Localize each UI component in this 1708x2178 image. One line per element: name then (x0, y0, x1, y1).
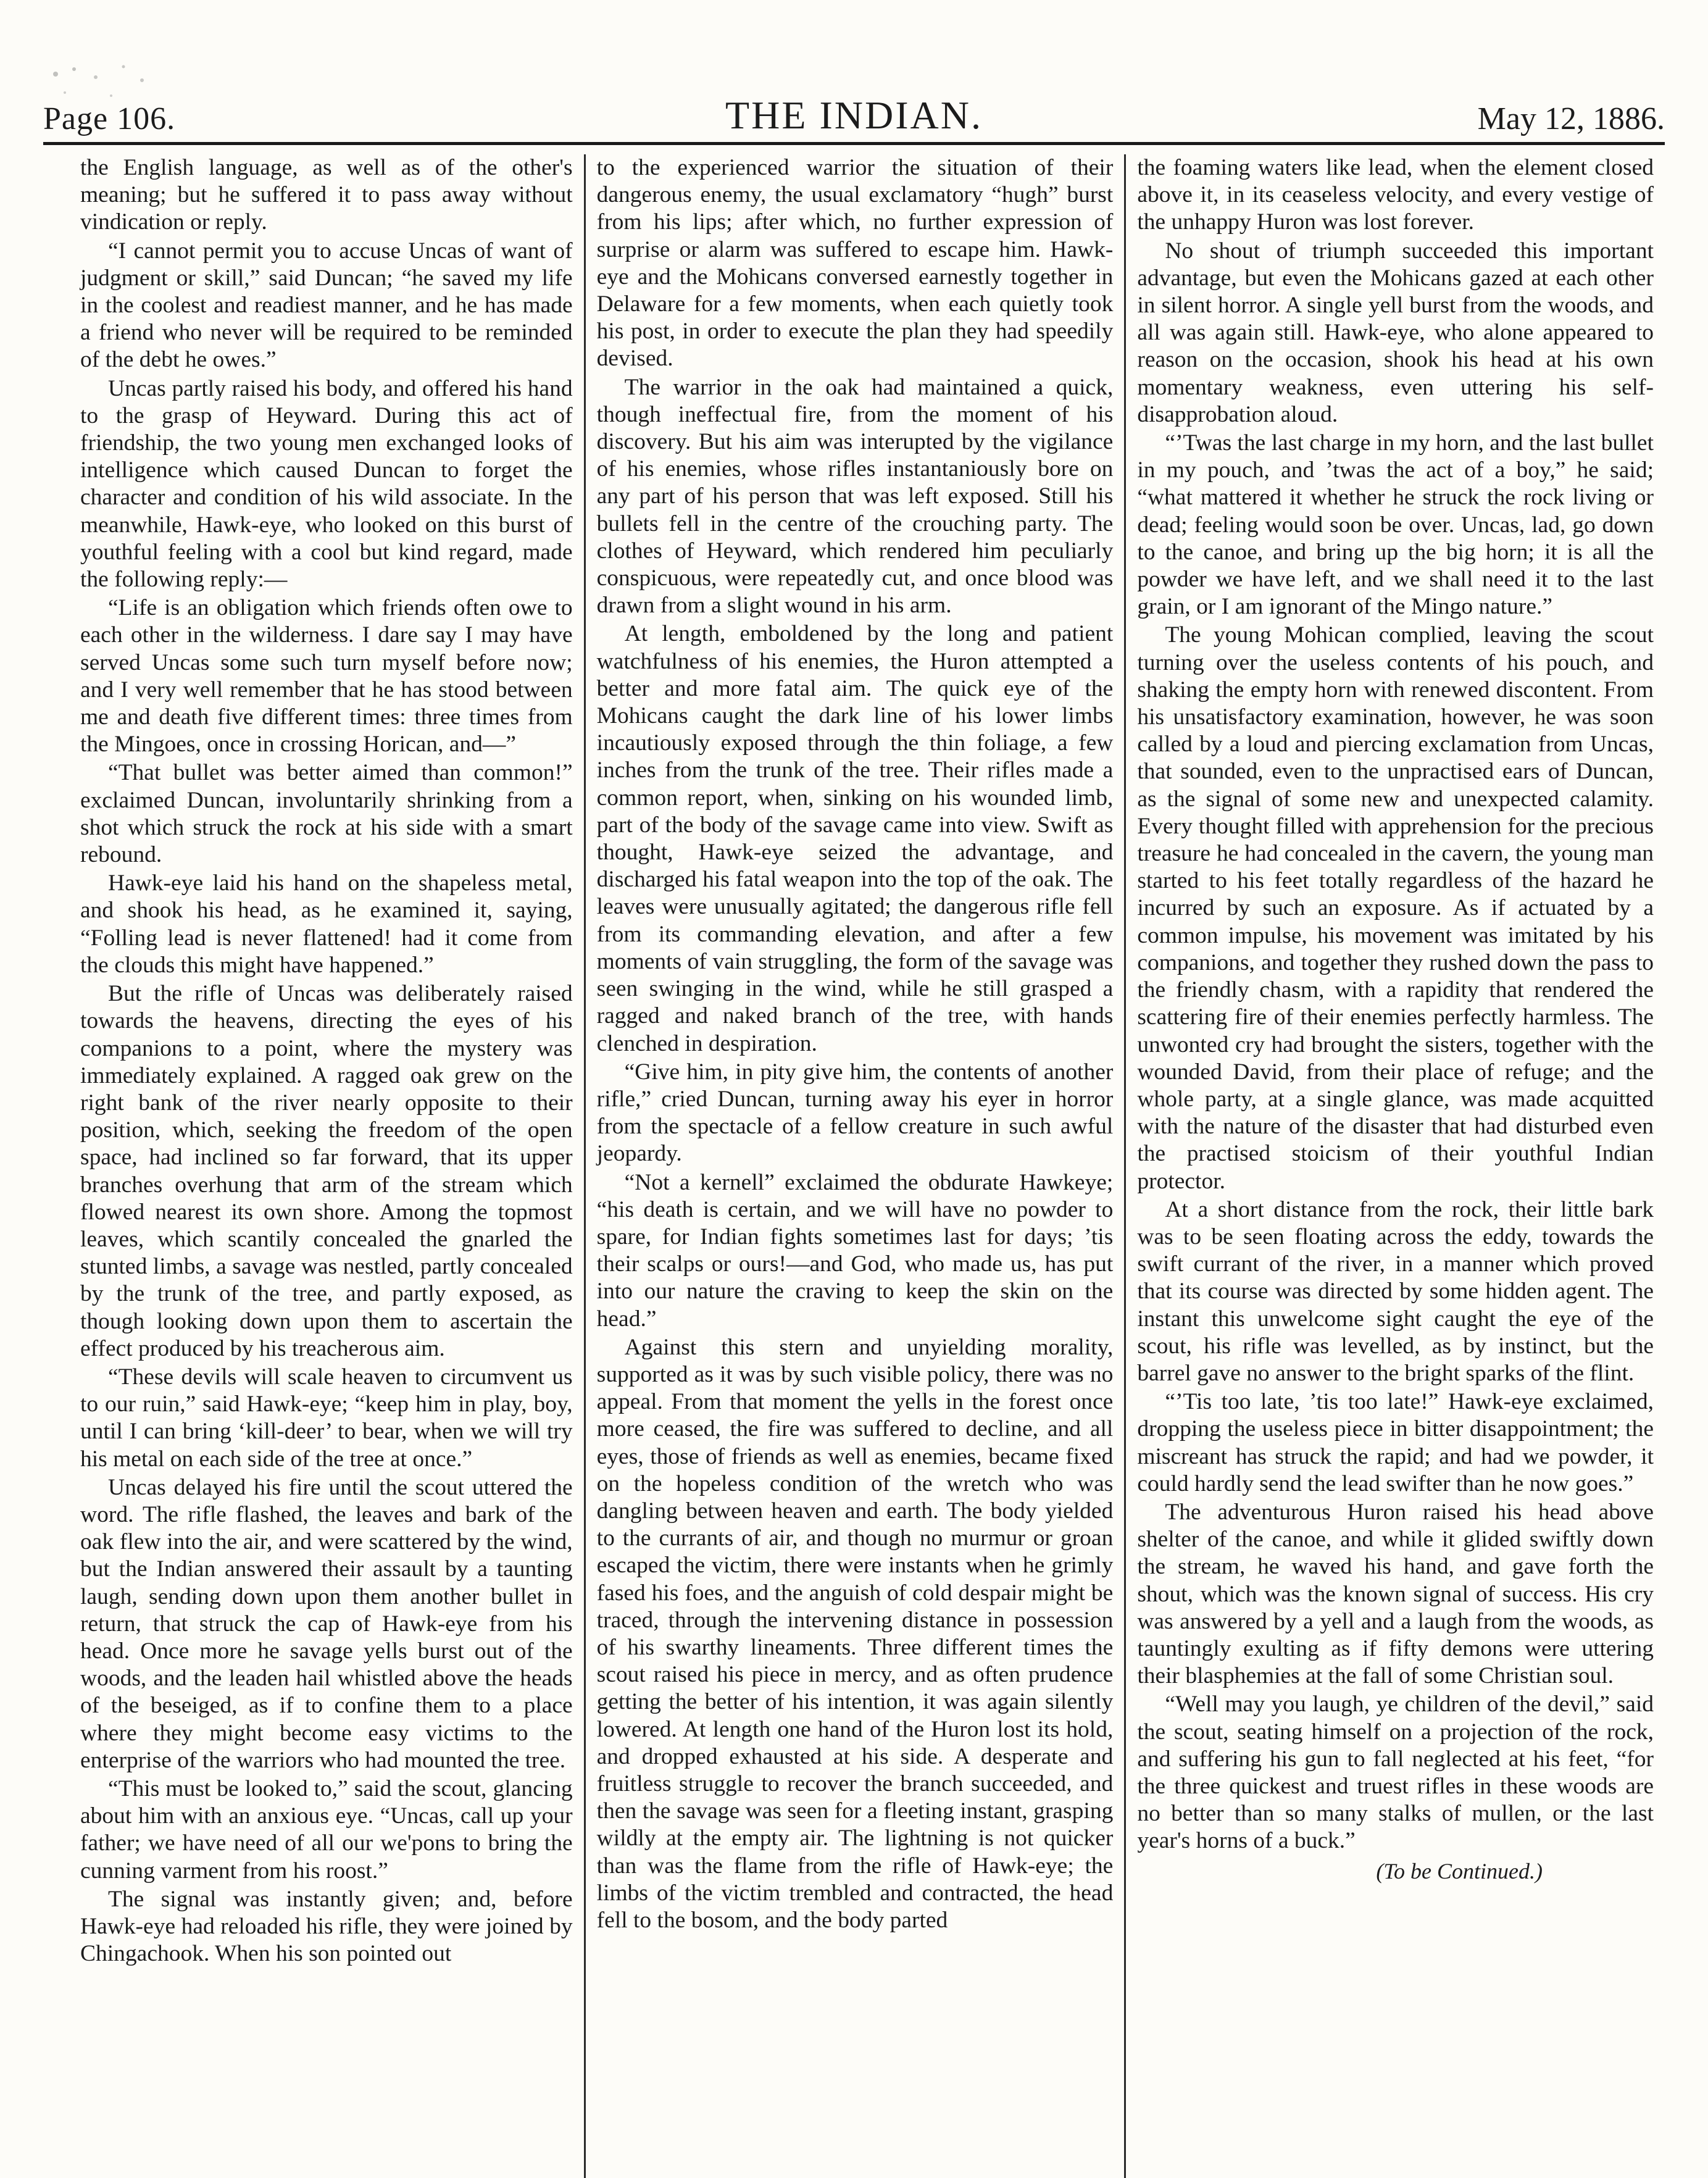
paragraph: “Give him, in pity give him, the contents of another rifle,” cried Duncan, turning away his eyer in horror from the spectacle of a fellow creature in such awful jeopardy. (596, 1059, 1114, 1167)
column-1 (43, 154, 584, 2178)
paragraph: “Life is an obligation which friends often owe to each other in the wilderness. I dare say I may have served Uncas some such turn myself before now; and I very well remember that he has stood between me and death five different times: three times from the Mingoes, once in crossing Horican, and—” (80, 595, 573, 757)
masthead-title: THE INDIAN. (725, 93, 983, 137)
column-3 (1124, 154, 1665, 2178)
paragraph: “’Tis too late, ’tis too late!” Hawk-eye exclaimed, dropping the useless piece in bitter disappointment; the miscreant has struck the rapid; and had we powder, it could hardly send the lead swifter than he now goes.” (1137, 1389, 1654, 1496)
paragraph: At a short distance from the rock, their little bark was to be seen floating across the eddy, towards the swift currant of the river, in a manner which proved that its course was directed by some hidden agent. The instant this unwelcome sight caught the eye of the scout, his rifle was levelled, as by instinct, but the barrel gave no answer to the bright sparks of the flint. (1137, 1196, 1654, 1386)
paragraph: At length, emboldened by the long and patient watchfulness of his enemies, the Huron attempted a better and more fatal aim. The quick eye of the Mohicans caught the dark line of his lower limbs incautiously exposed through the thin foliage, a few inches from the trunk of the tree. Their rifles made a common report, when, sinking on his wounded limb, part of the body of the savage came into view. Swift as thought, Hawk-eye seized the advantage, and discharged his fatal weapon into the top of the oak. The leaves were unusually agitated; the dangerous rifle fell from its commanding elevation, and after a few moments of vain struggling, the form of the savage was seen swinging in the wind, while he still grasped a ragged and naked branch of the tree, with hands clenched in despiration. (596, 621, 1114, 1056)
to-be-continued-note: (To be Continued.) (1376, 1858, 1543, 1884)
paragraph: “I cannot permit you to accuse Uncas of want of judgment or skill,” said Duncan; “he saved my life in the coolest and readiest manner, and he has made a friend who never will be required to be reminded of the debt he owes.” (80, 238, 573, 373)
page-header (43, 80, 1665, 145)
paragraph: Hawk-eye laid his hand on the shapeless metal, and shook his head, as he examined it, saying, “Folling lead is never flattened! had it come from the clouds this might have happened.” (80, 870, 573, 978)
paragraph: The signal was instantly given; and, before Hawk-eye had reloaded his rifle, they were joined by Chingachook. When his son pointed out (80, 1886, 573, 1967)
paragraph: “’Twas the last charge in my horn, and the last bullet in my pouch, and ’twas the act of a boy,” he said; “what mattered it whether he struck the rock living or dead; feeling would soon be over. Uncas, lad, go down to the canoe, and bring up the big horn; it is all the powder we have left, and we shall need it to the last grain, or I am ignorant of the Mingo nature.” (1137, 430, 1654, 620)
paragraph: “That bullet was better aimed than common!” exclaimed Duncan, involuntarily shrinking from a shot which struck the rock at his side with a smart rebound. (80, 760, 573, 868)
paragraph: the English language, as well as of the other's meaning; but he suffered it to pass away without vindication or reply. (80, 155, 573, 235)
issue-date: May 12, 1886. (1477, 101, 1665, 136)
paragraph: “These devils will scale heaven to circumvent us to our ruin,” said Hawk-eye; “keep him in play, boy, until I can bring ‘kill-deer’ to bear, when we will try his metal on each side of the tree at once.” (80, 1364, 573, 1472)
paragraph: The young Mohican complied, leaving the scout turning over the useless contents of his pouch, and shaking the empty horn with renewed discontent. From his unsatisfactory examination, however, he was soon called by a loud and piercing exclamation from Uncas, that sounded, even to the unpractised ears of Duncan, as the signal of some new and unexpected calamity. Every thought filled with apprehension for the precious treasure he had concealed in the cavern, the young man started to his feet totally regardless of the hazard he incurred by such an exposure. As if actuated by a common impulse, his movement was imitated by his companions, and together they rushed down the pass to the friendly chasm, with a rapidity that rendered the scattering fire of their enemies perfectly harmless. The unwonted cry had brought the sisters, together with the wounded David, from their place of refuge; and the whole party, at a single glance, was made acquitted with the nature of the disaster that had disturbed even the practised stoicism of their youthful Indian protector. (1137, 622, 1654, 1194)
paragraph: “Not a kernell” exclaimed the obdurate Hawkeye; “his death is certain, and we will have no powder to spare, for Indian fights sometimes last for days; ’tis their scalps or ours!—and God, who made us, has put into our nature the craving to keep the skin on the head.” (596, 1169, 1114, 1332)
paragraph: the foaming waters like lead, when the element closed above it, in its ceaseless velocity, and every vestige of the unhappy Huron was lost forever. (1137, 155, 1654, 235)
paragraph: to the experienced warrior the situation of their dangerous enemy, the usual exclamatory “hugh” burst from his lips; after which, no further expression of surprise or alarm was suffered to escape him. Hawk-eye and the Mohicans conversed earnestly together in Delaware for a few moments, when each quietly took his post, in order to execute the plan they had speedily devised. (596, 155, 1114, 372)
paragraph: No shout of triumph succeeded this important advantage, but even the Mohicans gazed at each other in silent horror. A single yell burst from the woods, and all was again still. Hawk-eye, who alone appeared to reason on the occasion, shook his head at his own momentary weakness, even uttering his self-disapprobation aloud. (1137, 238, 1654, 427)
paragraph: “This must be looked to,” said the scout, glancing about him with an anxious eye. “Uncas, call up your father; we have need of all our we'pons to bring the cunning varment from his roost.” (80, 1775, 573, 1884)
article-columns (43, 154, 1665, 2178)
paragraph: “Well may you laugh, ye children of the devil,” said the scout, seating himself on a projection of the rock, and suffering his gun to fall neglected at his feet, “for the three quickest and truest rifles in these woods are no better than so many stalks of mullen, or the last year's horns of a buck.” (1137, 1692, 1654, 1854)
page-number: Page 106. (43, 101, 176, 136)
paragraph: But the rifle of Uncas was deliberately raised towards the heavens, directing the eyes of his companions to a point, where the mystery was immediately explained. A ragged oak grew on the right bank of the river nearly opposite to their position, which, seeking the freedom of the open space, had inclined so far forward, that its upper branches overhung that arm of the stream which flowed nearest its own shore. Among the topmost leaves, which scantily concealed the gnarled the stunted limbs, a savage was nestled, partly concealed by the trunk of the tree, and partly exposed, as though looking down upon them to ascertain the effect produced by his treacherous aim. (80, 981, 573, 1361)
paragraph: Uncas partly raised his body, and offered his hand to the grasp of Heyward. During this act of friendship, the two young men exchanged looks of intelligence which caused Duncan to forget the character and condition of his wild associate. In the meanwhile, Hawk-eye, who looked on this burst of youthful feeling with a cool but kind regard, made the following reply:— (80, 375, 573, 593)
paragraph: The adventurous Huron raised his head above shelter of the canoe, and while it glided swiftly down the stream, he waved his hand, and gave forth the shout, which was the known signal of success. His cry was answered by a yell and a laugh from the woods, as tauntingly exulting as if fifty demons were uttering their blasphemies at the fall of some Christian soul. (1137, 1499, 1654, 1689)
paragraph: Against this stern and unyielding morality, supported as it was by such visible policy, there was no appeal. From that moment the yells in the forest once more ceased, the fire was suffered to decline, and all eyes, those of friends as well as enemies, became fixed on the hopeless condition of the wretch who was dangling between heaven and earth. The body yielded to the currants of air, and though no murmur or groan escaped the victim, there were instants when he grimly fased his foes, and the anguish of cold despair might be traced, through the intervening distance in possession of his swarthy lineaments. Three different times the scout raised his piece in mercy, and as often prudence getting the better of his intention, it was again silently lowered. At length one hand of the Huron lost its hold, and dropped exhausted at his side. A desperate and fruitless struggle to recover the branch succeeded, and then the savage was seen for a fleeting instant, grasping wildly at the empty air. The lightning is not quicker than was the flame from the rifle of Hawk-eye; the limbs of the victim trembled and contracted, the head fell to the bosom, and the body parted (596, 1334, 1114, 1933)
paragraph: Uncas delayed his fire until the scout uttered the word. The rifle flashed, the leaves and bark of the oak flew into the air, and were scattered by the wind, but the Indian answered their assault by a taunting laugh, sending down upon them another bullet in return, that struck the cap of Hawk-eye from his head. Once more he savage yells burst out of the woods, and the leaden hail whistled above the heads of the beseiged, as if to confine them to a place where they might become easy victims to the enterprise of the warriors who had mounted the tree. (80, 1474, 573, 1773)
column-2 (584, 154, 1125, 2178)
paragraph: The warrior in the oak had maintained a quick, though ineffectual fire, from the moment of his discovery. But his aim was interupted by the vigilance of his enemies, whose rifles instantaniously bore on any part of his person that was left exposed. Still his bullets fell in the centre of the crouching party. The clothes of Heyward, which rendered him peculiarly conspicuous, were repeatedly cut, and once blood was drawn from a slight wound in his arm. (596, 374, 1114, 619)
